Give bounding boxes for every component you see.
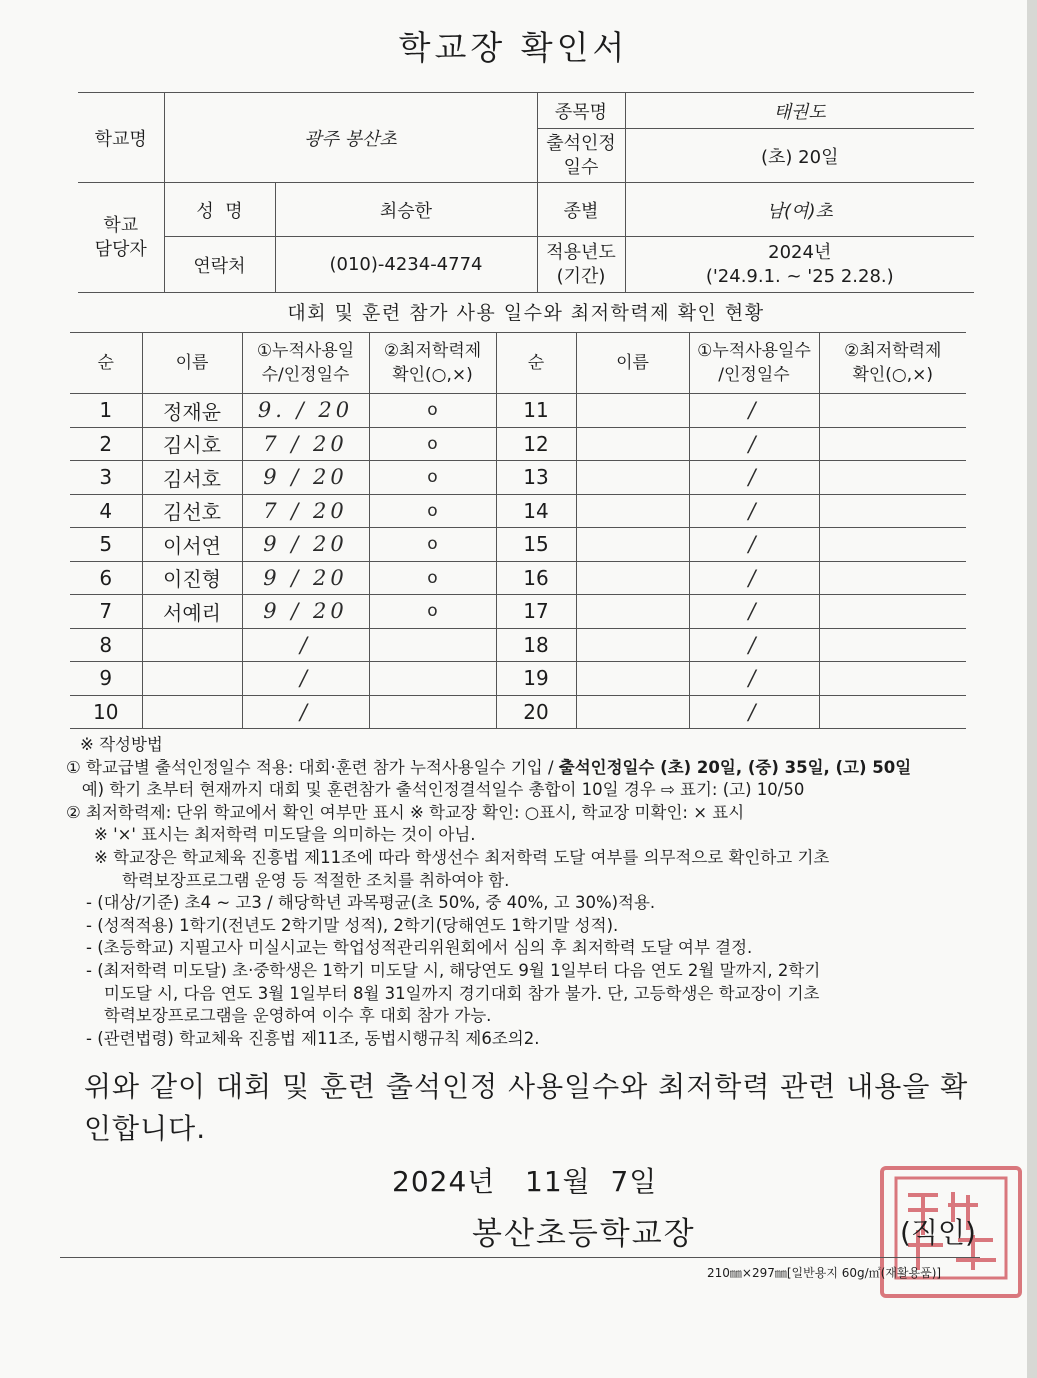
sport-label: 종목명 xyxy=(537,93,625,129)
row-number: 3 xyxy=(70,461,142,495)
seal-label: (직인) xyxy=(900,1216,976,1249)
table-row xyxy=(70,494,966,528)
student-name: 김선호 xyxy=(142,494,242,528)
confirm-mark: o xyxy=(369,427,496,461)
row-number: 17 xyxy=(496,595,576,629)
days-used: / xyxy=(689,427,819,461)
days-used: / xyxy=(689,494,819,528)
note-9: - (관련법령) 학교체육 진흥법 제11조, 동법시행규칙 제6조의2. xyxy=(86,1028,540,1048)
confirm-mark xyxy=(819,662,966,696)
confirm-mark: o xyxy=(369,528,496,562)
student-name xyxy=(576,494,689,528)
student-name xyxy=(576,662,689,696)
name-label: 성 명 xyxy=(164,183,275,237)
note-1-example: 예) 학기 초부터 현재까지 대회 및 훈련참가 출석인정결석일수 총합이 10일 경우 ⇨ 표기: (고) 10/50 xyxy=(66,780,805,800)
gender-value: 남(여)초 xyxy=(625,183,974,237)
school-label: 학교명 xyxy=(78,93,164,183)
confirm-mark xyxy=(819,628,966,662)
sport-value: 태권도 xyxy=(625,93,974,129)
confirm-mark: o xyxy=(369,561,496,595)
student-table xyxy=(70,332,966,729)
table-row xyxy=(70,561,966,595)
year-cell xyxy=(625,237,974,293)
note-2: ② 최저학력제: 단위 학교에서 확인 여부만 표시 ※ 학교장 확인: ○표시, 학교장 미확인: × 표시 xyxy=(66,802,745,822)
note-3: ※ '×' 표시는 최저학력 미도달을 의미하는 것이 아님. xyxy=(94,825,476,845)
days-used: 9 / 20 xyxy=(242,528,369,562)
student-name xyxy=(576,427,689,461)
note-4-cont: 학력보장프로그램 운영 등 적절한 조치를 취하여야 함. xyxy=(122,870,510,890)
page-edge xyxy=(1027,0,1037,1378)
confirm-mark xyxy=(819,494,966,528)
table-row xyxy=(70,595,966,629)
days-used: / xyxy=(242,662,369,696)
name-value: 최승한 xyxy=(275,183,537,237)
row-number: 12 xyxy=(496,427,576,461)
row-number: 7 xyxy=(70,595,142,629)
confirm-mark xyxy=(819,461,966,495)
confirm-mark: o xyxy=(369,461,496,495)
student-name xyxy=(142,628,242,662)
confirm-mark: o xyxy=(369,595,496,629)
student-name xyxy=(142,662,242,696)
col-header-name: 이름 xyxy=(142,333,242,394)
days-used: 9. / 20 xyxy=(242,394,369,428)
col-header-name-2: 이름 xyxy=(576,333,689,394)
contact-label: 연락처 xyxy=(164,237,275,293)
document-title: 학교장 확인서 xyxy=(398,28,629,67)
days-used: 7 / 20 xyxy=(242,494,369,528)
student-name xyxy=(142,695,242,729)
student-name xyxy=(576,695,689,729)
manager-label: 학교 담당자 xyxy=(78,183,164,293)
row-number: 13 xyxy=(496,461,576,495)
table-row xyxy=(70,394,966,428)
closing-statement: 위와 같이 대회 및 훈련 출석인정 사용일수와 최저학력 관련 내용을 확인합니다. xyxy=(84,1070,969,1145)
col-header-days: ①누적사용일 수/인정일수 xyxy=(242,333,369,394)
period-value: ('24.9.1. ~ '25 2.28.) xyxy=(705,265,894,287)
student-name xyxy=(576,394,689,428)
row-number: 1 xyxy=(70,394,142,428)
row-number: 16 xyxy=(496,561,576,595)
confirm-mark xyxy=(369,695,496,729)
info-table xyxy=(78,92,974,293)
row-number: 15 xyxy=(496,528,576,562)
row-number: 8 xyxy=(70,628,142,662)
row-number: 9 xyxy=(70,662,142,696)
days-used: / xyxy=(689,528,819,562)
row-number: 6 xyxy=(70,561,142,595)
contact-value: (010)-4234-4774 xyxy=(275,237,537,293)
student-name: 이진형 xyxy=(142,561,242,595)
student-name: 서예리 xyxy=(142,595,242,629)
row-number: 5 xyxy=(70,528,142,562)
note-4: ※ 학교장은 학교체육 진흥법 제11조에 따라 학생선수 최저학력 도달 여부를 의무적으로 확인하고 기초 xyxy=(94,847,830,867)
note-8-cont-2: 학력보장프로그램을 운영하여 이수 후 대회 참가 가능. xyxy=(104,1006,492,1026)
row-number: 2 xyxy=(70,427,142,461)
student-name xyxy=(576,461,689,495)
confirm-mark: o xyxy=(369,394,496,428)
row-number: 19 xyxy=(496,662,576,696)
confirm-mark xyxy=(819,394,966,428)
note-1-text: ① 학교급별 출석인정일수 적용: 대회·훈련 참가 누적사용일수 기입 / xyxy=(66,757,559,777)
footer-divider xyxy=(60,1257,980,1258)
col-header-confirm: ②최저학력제 확인(○,×) xyxy=(369,333,496,394)
col-header-num-2: 순 xyxy=(496,333,576,394)
confirm-mark xyxy=(819,695,966,729)
col-header-days-2: ①누적사용일수 /인정일수 xyxy=(689,333,819,394)
row-number: 11 xyxy=(496,394,576,428)
days-used: 9 / 20 xyxy=(242,595,369,629)
confirm-mark xyxy=(369,628,496,662)
note-5: - (대상/기준) 초4 ~ 고3 / 해당학년 과목평균(초 50%, 중 40%, 고 30%)적용. xyxy=(86,893,656,913)
days-used: / xyxy=(689,461,819,495)
note-1-bold: 출석인정일수 (초) 20일, (중) 35일, (고) 50일 xyxy=(558,757,912,777)
days-used: / xyxy=(689,561,819,595)
confirm-mark xyxy=(819,561,966,595)
confirm-mark xyxy=(819,427,966,461)
issue-date: 2024년 11월 7일 xyxy=(392,1165,658,1198)
attend-label: 출석인정 일수 xyxy=(537,129,625,183)
row-number: 14 xyxy=(496,494,576,528)
student-name xyxy=(576,561,689,595)
table-row xyxy=(70,427,966,461)
row-number: 4 xyxy=(70,494,142,528)
row-number: 18 xyxy=(496,628,576,662)
gender-label: 종별 xyxy=(537,183,625,237)
table-row xyxy=(70,628,966,662)
note-8: - (최저학력 미도달) 초·중학생은 1학기 미도달 시, 해당연도 9월 1일부터 다음 연도 2월 말까지, 2학기 xyxy=(86,960,821,980)
student-name xyxy=(576,628,689,662)
note-7: - (초등학교) 지필고사 미실시교는 학업성적관리위원회에서 심의 후 최저학력 도달 여부 결정. xyxy=(86,938,753,958)
student-name: 김시호 xyxy=(142,427,242,461)
days-used: / xyxy=(689,595,819,629)
days-used: / xyxy=(689,628,819,662)
notes-heading: ※ 작성방법 xyxy=(80,735,163,754)
col-header-confirm-2: ②최저학력제 확인(○,×) xyxy=(819,333,966,394)
table-row xyxy=(70,662,966,696)
school-head: 봉산초등학교장 xyxy=(472,1216,696,1252)
student-name xyxy=(576,595,689,629)
table-row xyxy=(70,695,966,729)
school-value: 광주 봉산초 xyxy=(164,93,537,183)
note-1 xyxy=(66,757,986,780)
row-number: 10 xyxy=(70,695,142,729)
row-number: 20 xyxy=(496,695,576,729)
table-row xyxy=(70,461,966,495)
days-used: / xyxy=(689,695,819,729)
year-label: 적용년도 (기간) xyxy=(537,237,625,293)
days-used: 7 / 20 xyxy=(242,427,369,461)
table-row xyxy=(70,528,966,562)
confirm-mark xyxy=(819,595,966,629)
days-used: / xyxy=(242,628,369,662)
student-name: 이서연 xyxy=(142,528,242,562)
student-name xyxy=(576,528,689,562)
instructions xyxy=(66,734,986,1050)
days-used: 9 / 20 xyxy=(242,461,369,495)
student-name: 정재윤 xyxy=(142,394,242,428)
list-subtitle: 대회 및 훈련 참가 사용 일수와 최저학력제 확인 현황 xyxy=(287,302,765,324)
confirm-mark: o xyxy=(369,494,496,528)
confirm-mark xyxy=(369,662,496,696)
attend-value: (초) 20일 xyxy=(625,129,974,183)
confirm-mark xyxy=(819,528,966,562)
col-header-num: 순 xyxy=(70,333,142,394)
days-used: / xyxy=(689,662,819,696)
paper-spec: 210㎜×297㎜[일반용지 60g/㎡(재활용품)] xyxy=(707,1266,942,1280)
days-used: 9 / 20 xyxy=(242,561,369,595)
student-name: 김서호 xyxy=(142,461,242,495)
note-6: - (성적적용) 1학기(전년도 2학기말 성적), 2학기(당해연도 1학기말 성적). xyxy=(86,915,619,935)
year-value: 2024년 xyxy=(768,241,832,263)
days-used: / xyxy=(242,695,369,729)
days-used: / xyxy=(689,394,819,428)
note-8-cont: 미도달 시, 다음 연도 3월 1일부터 8월 31일까지 경기대회 참가 불가. 단, 고등학생은 학교장이 기초 xyxy=(104,983,820,1003)
